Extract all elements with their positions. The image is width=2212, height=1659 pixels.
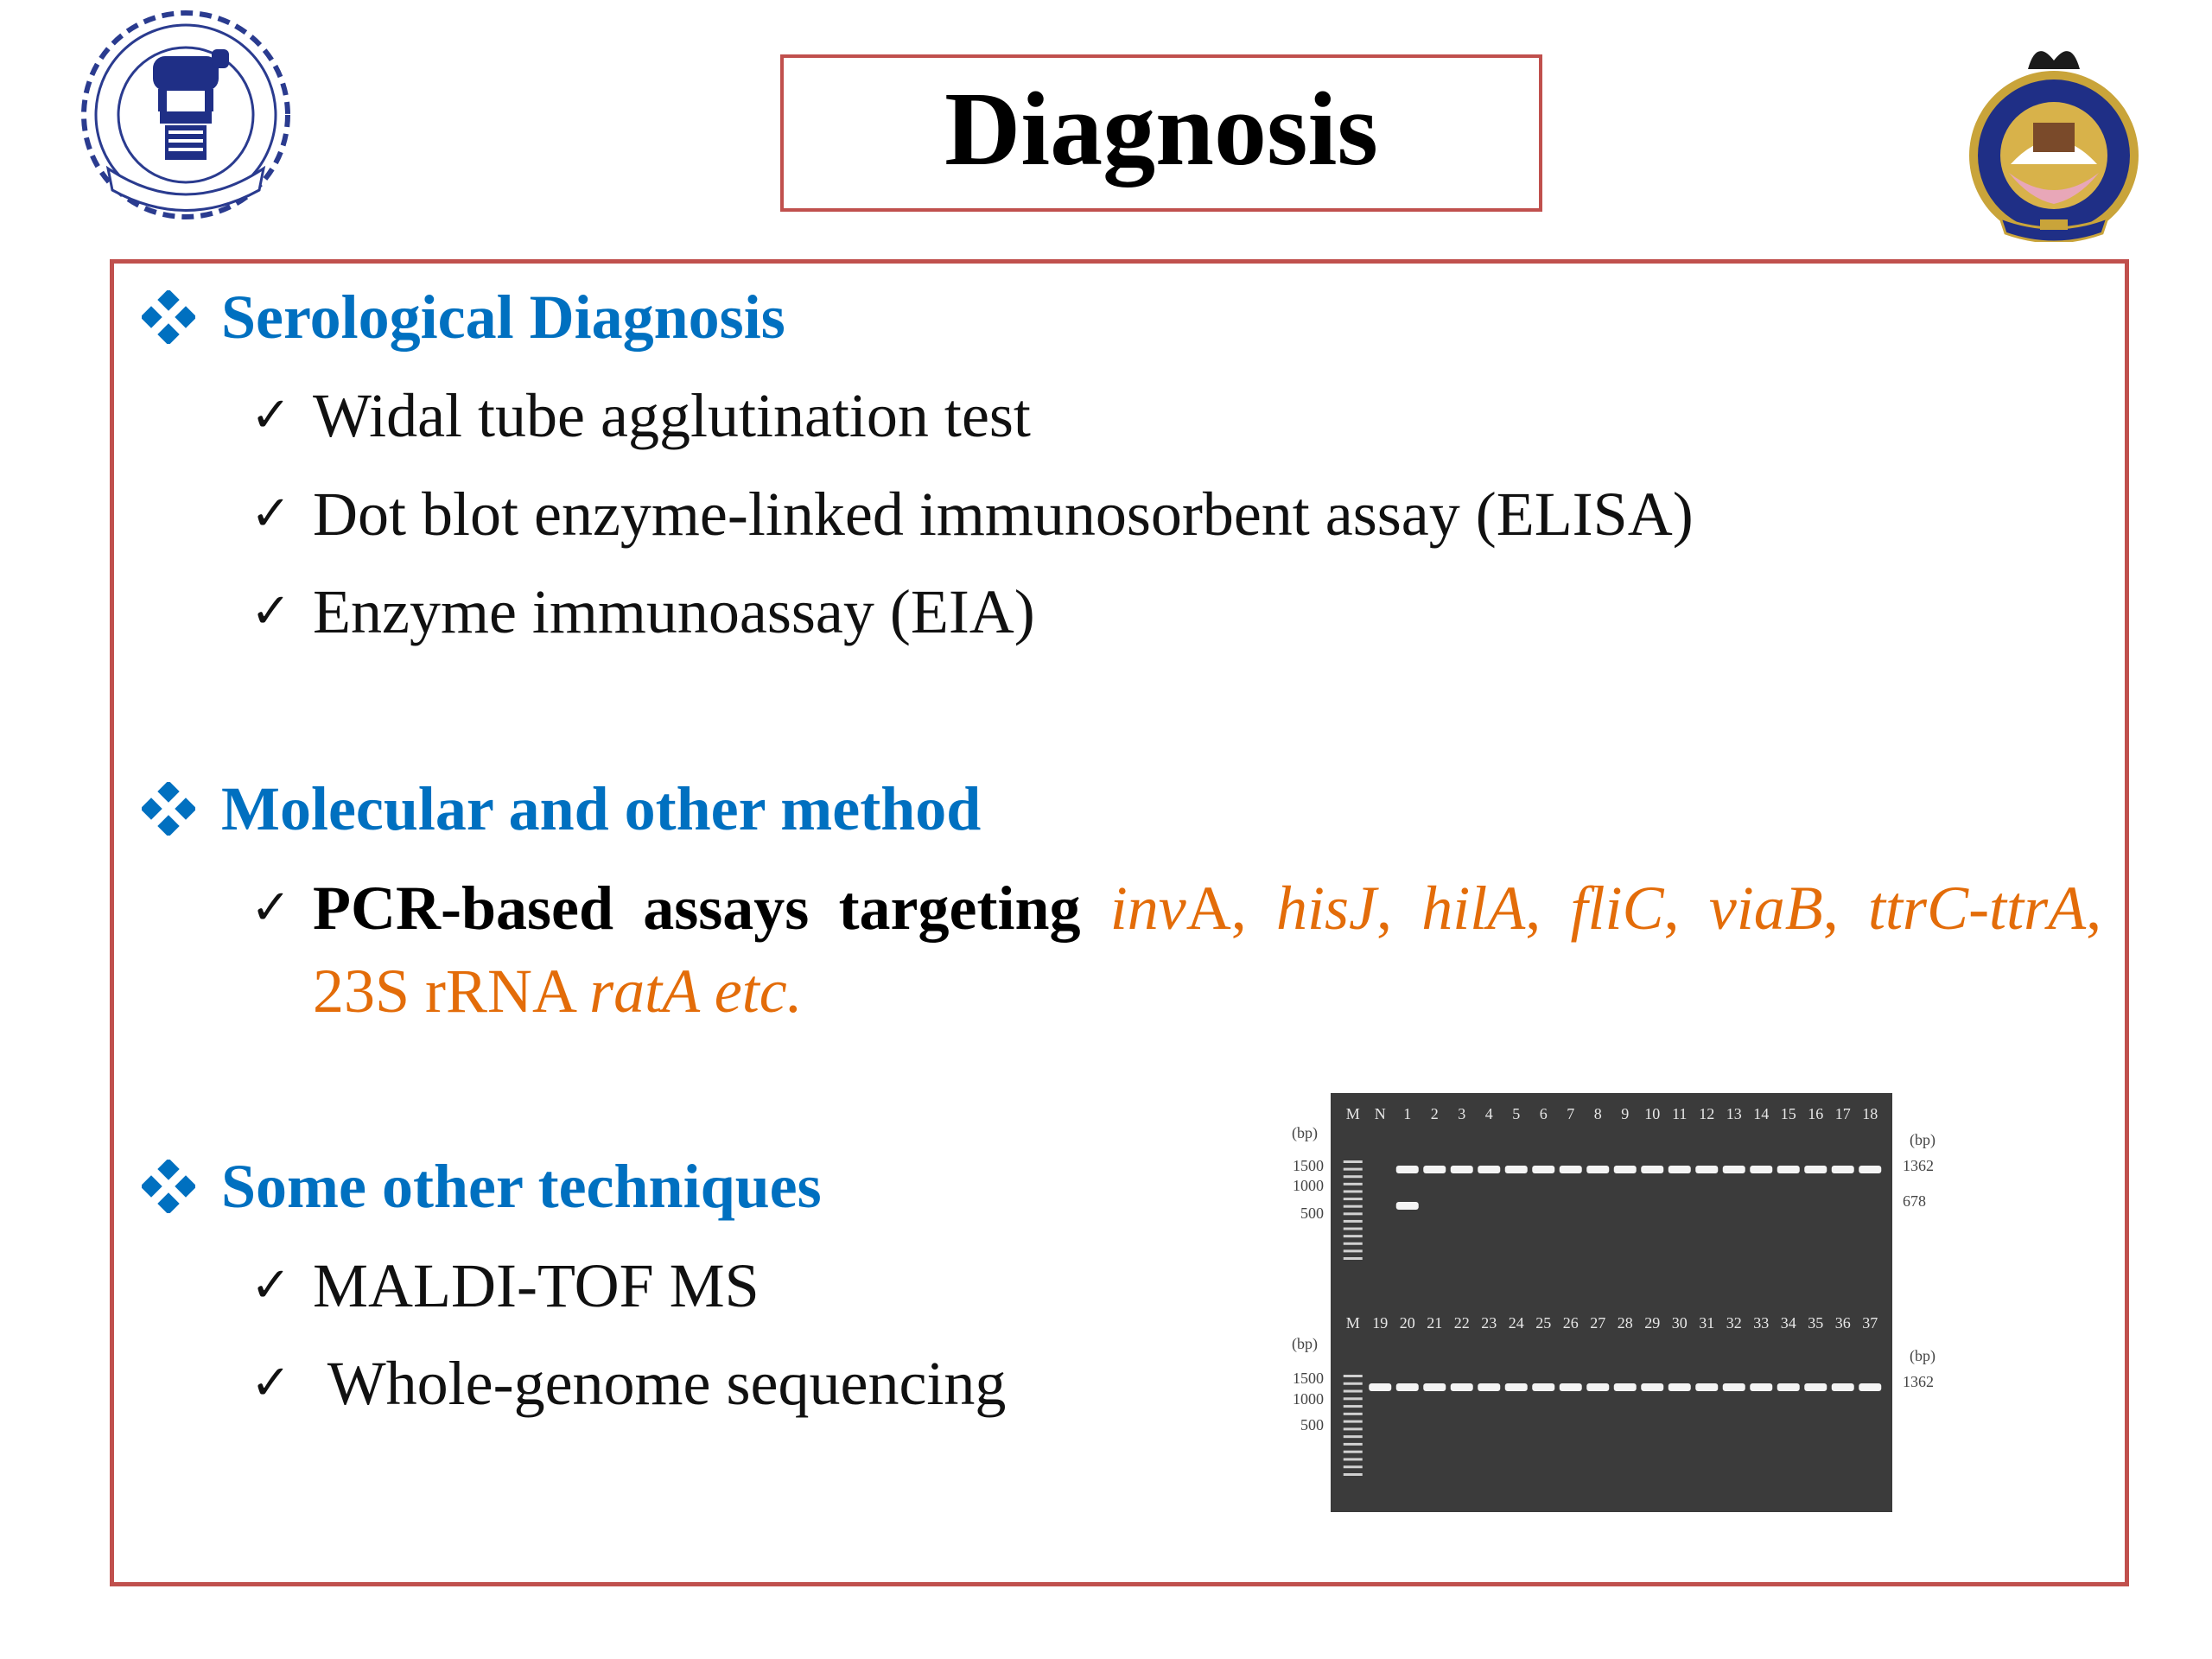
lane-label: 18 [1862,1105,1878,1122]
ladder-band [1344,1473,1363,1476]
lane-label: M [1345,1314,1360,1332]
list-item [251,473,1694,556]
gene: ttrC-ttrA [1868,874,2087,943]
lane-label: M [1345,1105,1360,1122]
gel-band [1478,1383,1500,1391]
section-heading-label: Molecular and other method [221,774,982,843]
ladder-band [1344,1228,1363,1230]
ladder-band [1344,1235,1363,1237]
ladder-band [1344,1427,1363,1430]
lane-label: 3 [1458,1105,1466,1122]
list-item-label: Whole-genome sequencing [313,1349,1007,1418]
unit-label: (bp) [1292,1124,1318,1141]
marker-label: 1000 [1293,1390,1324,1408]
title-box [780,54,1542,212]
checkmark-icon: ✓ [251,880,291,936]
lane-label: 7 [1567,1105,1575,1122]
gel-band [1614,1166,1637,1173]
pcr-text [313,867,2101,1033]
lane-label: 16 [1808,1105,1824,1122]
lane-label: 10 [1644,1105,1661,1122]
gel-band [1396,1202,1419,1210]
marker-label: 1000 [1293,1177,1324,1194]
ladder-band [1344,1451,1363,1453]
diamond-bullet-icon [142,782,195,836]
checkmark-icon: ✓ [251,387,291,443]
ladder-band [1344,1413,1363,1415]
checkmark-icon: ✓ [251,583,291,639]
lane-label: 23 [1481,1314,1497,1332]
gel-band [1505,1166,1528,1173]
gene: ratA etc. [589,957,803,1026]
marker-label: 1500 [1293,1370,1324,1387]
gel-background [1331,1093,1892,1512]
ladder-band [1344,1249,1363,1252]
pcr-prefix: PCR-based assays targeting [313,874,1081,943]
gel-band [1695,1166,1718,1173]
lane-label: 1 [1403,1105,1412,1122]
lane-label: 20 [1399,1314,1415,1332]
section-heading-molecular [142,774,982,843]
lane-label: 24 [1508,1314,1524,1332]
gene-sep: A, [1185,874,1276,943]
page-title: Diagnosis [944,71,1378,188]
ladder-band [1344,1212,1363,1215]
lane-label: 34 [1780,1314,1796,1332]
gene-sep: , [1376,874,1422,943]
gene: hilA [1421,874,1526,943]
ladder-band [1344,1458,1363,1460]
lane-label: 15 [1780,1105,1796,1122]
lane-label: 35 [1808,1314,1824,1332]
ladder-band [1344,1375,1363,1377]
ladder-band [1344,1257,1363,1260]
gene: fliC [1570,874,1664,943]
lane-label: 12 [1699,1105,1715,1122]
gel-band [1451,1166,1473,1173]
gel-band [1451,1383,1473,1391]
marker-label: 500 [1300,1205,1324,1222]
gel-band [1750,1166,1772,1173]
diamond-bullet-icon [142,290,195,344]
lane-label: 9 [1621,1105,1630,1122]
band-size-label: 1362 [1903,1157,1934,1174]
gel-band [1396,1383,1419,1391]
list-item-label: Dot blot enzyme-linked immunosorbent assay (ELISA) [313,480,1694,549]
section-heading-other [142,1152,822,1221]
ladder-band [1344,1160,1363,1163]
gel-band [1478,1166,1500,1173]
lane-label: 5 [1512,1105,1521,1122]
lane-label: N [1374,1105,1386,1122]
ladder-band [1344,1397,1363,1400]
diamond-bullet-icon [142,1160,195,1213]
list-item-pcr [251,867,2101,1033]
lane-label: 11 [1672,1105,1688,1122]
lane-label: 26 [1562,1314,1579,1332]
gel-band [1586,1383,1609,1391]
list-item-label: MALDI-TOF MS [313,1251,760,1320]
gene-sep: , [1525,874,1571,943]
ladder-band [1344,1168,1363,1171]
ladder-band [1344,1243,1363,1245]
lane-label: 21 [1427,1314,1443,1332]
gel-band [1396,1166,1419,1173]
gene-sep: , [1822,874,1869,943]
gel-band [1669,1166,1691,1173]
gel-band [1560,1383,1582,1391]
gel-band [1532,1166,1554,1173]
ladder-band [1344,1190,1363,1192]
gene: hisJ [1275,874,1376,943]
lane-label: 13 [1726,1105,1742,1122]
lane-label: 2 [1430,1105,1439,1122]
section-heading-serological [142,283,785,352]
gel-electrophoresis-image [1279,1093,1953,1525]
ladder-band [1344,1175,1363,1178]
checkmark-icon: ✓ [251,486,291,542]
ladder-band [1344,1443,1363,1446]
gel-band [1641,1383,1663,1391]
gene: inv [1109,874,1186,943]
gel-band [1750,1383,1772,1391]
section-heading-label: Some other techniques [221,1152,822,1221]
gel-band [1586,1166,1609,1173]
ladder-band [1344,1183,1363,1185]
ladder-band [1344,1198,1363,1200]
gel-band [1669,1383,1691,1391]
gel-band [1804,1383,1827,1391]
gel-band [1723,1383,1745,1391]
college-logo [1957,35,2152,242]
lane-label: 33 [1753,1314,1770,1332]
lane-label: 36 [1834,1314,1851,1332]
list-item-label: Widal tube agglutination test [313,381,1031,450]
lane-label: 6 [1539,1105,1548,1122]
gel-band [1832,1383,1854,1391]
lane-label: 29 [1644,1314,1661,1332]
ladder-band [1344,1382,1363,1385]
lane-label: 22 [1453,1314,1470,1332]
lane-label: 30 [1671,1314,1688,1332]
gel-band [1369,1383,1391,1391]
ladder-band [1344,1435,1363,1438]
ladder-band [1344,1405,1363,1408]
unit-label: (bp) [1910,1347,1936,1364]
gel-band [1804,1166,1827,1173]
lane-label: 17 [1834,1105,1851,1122]
gel-band [1777,1383,1800,1391]
checkmark-icon: ✓ [251,1355,291,1411]
gel-band [1505,1383,1528,1391]
marker-label: 500 [1300,1416,1324,1433]
gel-band [1777,1166,1800,1173]
lane-label: 32 [1726,1314,1742,1332]
gene-sep: , [1663,874,1709,943]
ladder-band [1344,1205,1363,1208]
checkmark-icon: ✓ [251,1257,291,1313]
gel-band [1532,1383,1554,1391]
lane-label: 27 [1590,1314,1606,1332]
gel-band [1423,1383,1446,1391]
unit-label: (bp) [1910,1131,1936,1148]
list-item [251,570,1035,653]
gel-band [1859,1383,1881,1391]
marker-label: 1500 [1293,1157,1324,1174]
lane-label: 19 [1372,1314,1389,1332]
list-item [251,1342,1006,1425]
ladder-band [1344,1220,1363,1223]
gel-band [1614,1383,1637,1391]
list-item [251,1244,760,1327]
ladder-band [1344,1421,1363,1423]
lane-label: 4 [1484,1105,1493,1122]
band-size-label: 1362 [1903,1373,1934,1390]
lane-label: 37 [1862,1314,1878,1332]
ladder-band [1344,1390,1363,1393]
list-item [251,374,1031,457]
gel-band [1423,1166,1446,1173]
ladder-band [1344,1465,1363,1468]
university-logo [73,4,298,229]
gel-band [1723,1166,1745,1173]
lane-label: 28 [1617,1314,1633,1332]
lane-label: 31 [1699,1314,1715,1332]
band-size-label: 678 [1903,1192,1926,1210]
list-item-label: Enzyme immunoassay (EIA) [313,577,1035,646]
gene: viaB [1708,874,1823,943]
lane-label: 14 [1753,1105,1770,1122]
lane-label: 25 [1535,1314,1552,1332]
lane-label: 8 [1593,1105,1602,1122]
gel-band [1832,1166,1854,1173]
section-heading-label: Serological Diagnosis [221,283,785,352]
gel-band [1695,1383,1718,1391]
unit-label: (bp) [1292,1335,1318,1352]
gel-band [1560,1166,1582,1173]
gel-band [1859,1166,1881,1173]
gene-sep: , 23S rRNA [313,874,2102,1026]
gel-band [1641,1166,1663,1173]
